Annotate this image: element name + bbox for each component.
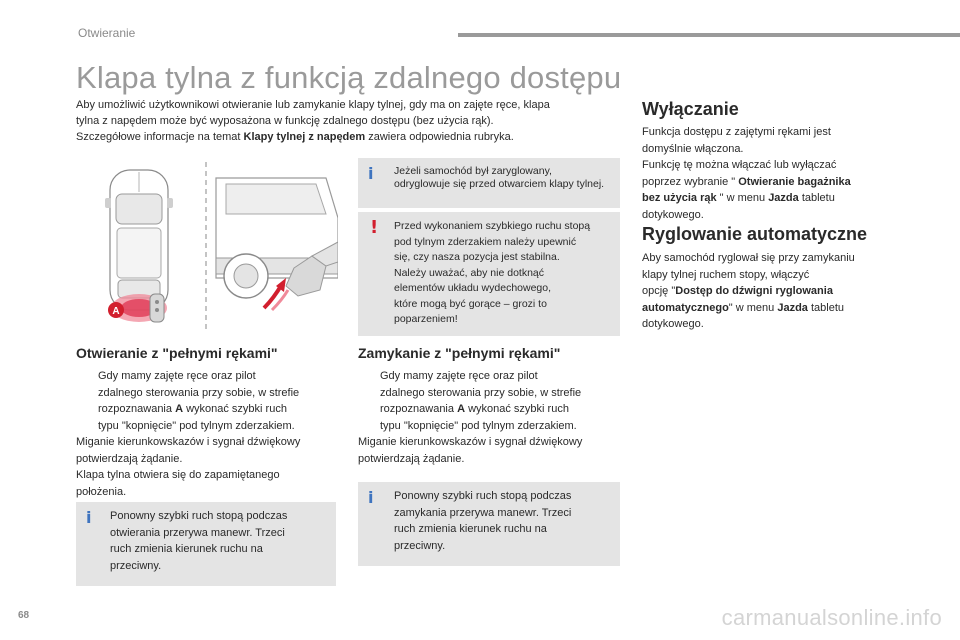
intro-line-3-bold: Klapy tylnej z napędem [243,131,366,143]
zone-a-label: A [112,306,120,317]
opening-note-line: ruch zmienia kierunek ruchu na [110,543,263,555]
intro-line-3-post: zawiera odpowiednia rubryka. [365,131,514,143]
closing-bullet-zone: A [457,403,466,415]
opening-bullet-post: wykonać szybki ruch [183,403,287,415]
autolock-line: dotykowego. [642,318,704,330]
intro-paragraph [76,97,616,145]
safety-warning-note [358,212,620,336]
warning-line: Należy uważać, aby nie dotknąć [394,266,544,279]
autolock-option-name: Dostęp do dźwigni ryglowania [675,285,833,297]
opening-bullet-zone: A [175,403,184,415]
closing-note-text [394,488,614,554]
closing-info-note [358,482,620,566]
closing-bullet-line [380,401,620,418]
closing-bullet-line: typu "kopnięcie" pod tylnym zderzakiem. [380,419,577,432]
disable-menu-name: Jazda [768,192,799,204]
opening-note-line: Ponowny szybki ruch stopą podczas [110,510,288,522]
opening-heading: Otwieranie z "pełnymi rękami" [76,345,278,361]
disable-line: domyślnie włączona. [642,142,744,155]
watermark: carmanualsonline.info [721,605,942,630]
warning-line: pod tylnym zderzakiem należy upewnić [394,235,577,248]
warning-line: się, czy nasza pozycja jest stabilna. [394,251,560,263]
intro-line-3 [76,129,616,145]
warning-line: Przed wykonaniem szybkiego ruchu stopą [394,220,591,232]
autolock-line-pre: opcję " [642,285,676,297]
opening-info-note [76,502,336,586]
disable-body [642,124,922,223]
disable-line: Funkcja dostępu z zajętymi rękami jest [642,126,831,138]
warning-text [394,219,616,328]
warning-line: które mogą być gorące – grozi to [394,297,547,310]
closing-bullet [358,368,620,434]
key-fob-icon [150,294,164,322]
disable-line-pre: poprzez wybranie " [642,175,739,188]
opening-bullet-line [98,401,338,418]
autolock-heading: Ryglowanie automatyczne [642,224,868,244]
disable-line [642,174,922,191]
section-label: Otwieranie [78,26,136,40]
closing-bullet-post: wykonać szybki ruch [465,403,569,415]
disable-line-mid: " w menu [716,192,769,204]
closing-bullet-pre: rozpoznawania [380,403,458,415]
intro-line-2: tylna z napędem może być wyposażona w funkcję zdalnego dostępu (bez użycia rąk). [76,115,494,127]
closing-note-line: Ponowny szybki ruch stopą podczas [394,490,572,502]
closing-note-line: zamykania przerywa manewr. Trzeci [394,506,572,519]
opening-bullet-line: typu "kopnięcie" pod tylnym zderzakiem. [98,419,295,432]
autolock-menu-name: Jazda [777,301,808,314]
warning-icon: ! [370,217,379,238]
info-icon: i [368,164,374,183]
autolock-line [642,300,922,317]
closing-heading: Zamykanie z "pełnymi rękami" [358,345,561,361]
autolock-line: Aby samochód ryglował się przy zamykaniu [642,252,855,264]
disable-heading: Wyłączanie [642,99,739,119]
header-rule [458,33,960,37]
opening-note-text [110,508,330,574]
autolock-line-mid: " w menu [728,301,778,314]
autolock-option-name-cont: automatycznego [642,301,729,314]
autolock-body [642,250,922,333]
opening-bullet-pre: rozpoznawania [98,403,176,415]
intro-line-3-pre: Szczegółowe informacje na temat [76,131,244,143]
closing-bullet-line: zdalnego sterowania przy sobie, w strefie [380,386,582,399]
locked-vehicle-info-note [358,158,620,208]
autolock-line [642,283,922,300]
opening-note-line: otwierania przerywa manewr. Trzeci [110,526,285,539]
closing-note-line: ruch zmienia kierunek ruchu na [394,523,547,535]
opening-confirm-line: potwierdzają żądanie. [76,452,183,465]
closing-note-line: przeciwny. [394,539,446,552]
page-title: Klapa tylna z funkcją zdalnego dostępu [76,60,622,95]
car-top-view [105,170,173,310]
opening-bullet-line: Gdy mamy zajęte ręce oraz pilot [98,370,256,382]
page-number: 68 [18,610,30,621]
disable-option-name: Otwieranie bagażnika [738,175,851,188]
closing-confirm-line: potwierdzają żądanie. [358,452,465,465]
opening-bullet [76,368,338,434]
disable-line: dotykowego. [642,208,704,221]
warning-line: elementów układu wydechowego, [394,282,552,294]
closing-body [358,368,620,467]
opening-confirm-line: Miganie kierunkowskazów i sygnał dźwiękowy [76,436,301,448]
opening-bullet-line: zdalnego sterowania przy sobie, w strefie [98,386,300,399]
info-icon: i [368,488,374,507]
locked-vehicle-note-text: Jeżeli samochód był zaryglowany, odryglowuje się przed otwarciem klapy tylnej. [394,165,605,190]
opening-memory-line: położenia. [76,485,127,498]
closing-confirm-line: Miganie kierunkowskazów i sygnał dźwiękowy [358,436,583,448]
disable-option-name-cont: bez użycia rąk [642,192,717,204]
intro-line-1: Aby umożliwić użytkownikowi otwieranie lub zamykanie klapy tylnej, gdy ma on zajęte ręce, klapa [76,99,550,111]
autolock-line-post: tabletu [807,301,845,314]
opening-body [76,368,338,500]
disable-line-post: tabletu [798,192,835,204]
opening-note-line: przeciwny. [110,559,162,572]
warning-line: poparzeniem! [394,313,458,325]
hands-free-tailgate-illustration [76,158,338,334]
info-icon: i [86,508,92,527]
closing-bullet-line: Gdy mamy zajęte ręce oraz pilot [380,370,538,382]
disable-line: Funkcję tę można włączać lub wyłączać [642,159,837,171]
opening-memory-line: Klapa tylna otwiera się do zapamiętanego [76,469,280,481]
disable-line [642,190,922,207]
autolock-line: klapy tylnej ruchem stopy, włączyć [642,268,810,281]
